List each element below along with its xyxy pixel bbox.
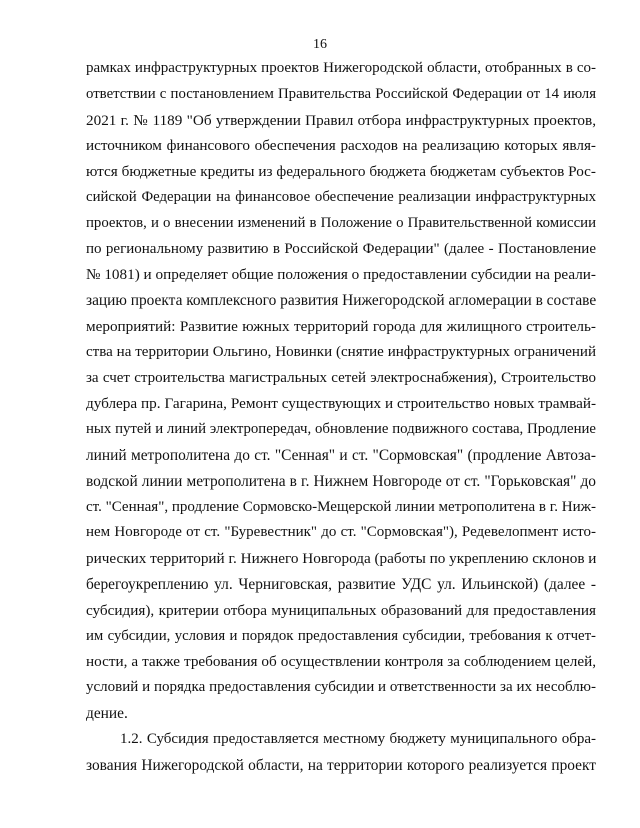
page-number: 16: [313, 37, 327, 52]
text-line: им субсидии, условия и порядок предоставления субсидии, требования к отчет-: [86, 627, 596, 644]
text-line: ответствии с постановлением Правительства Российской Федерации от 14 июля: [86, 85, 596, 102]
text-line: по региональному развитию в Российской Федерации" (далее - Постановление: [86, 240, 596, 257]
text-line: нем Новгороде от ст. "Буревестник" до ст. "Сормовская"), Редевелопмент исто-: [86, 524, 596, 541]
text-line: дублера пр. Гагарина, Ремонт существующих и строительство новых трамвай-: [86, 395, 596, 413]
text-line: сийской Федерации на финансовое обеспечение реализации инфраструктурных: [86, 188, 596, 205]
paragraph-end-line: дение.: [86, 704, 128, 722]
document-body: [86, 56, 596, 778]
text-line: ности, а также требования об осуществлении контроля за соблюдением целей,: [86, 653, 596, 671]
text-line: ных путей и линий электропередач, обновление подвижного состава, Продление: [86, 421, 596, 438]
section-paragraph-start: 1.2. Субсидия предоставляется местному бюджету муниципального обра-: [120, 730, 596, 747]
text-line: мероприятий: Развитие южных территорий города для жилищного строитель-: [86, 317, 596, 335]
text-line: за счет строительства магистральных сетей электроснабжения), Строительство: [86, 369, 596, 386]
text-line: зацию проекта комплексного развития Нижегородской агломерации в составе: [86, 292, 597, 310]
text-line: ются бюджетные кредиты из федерального бюджета бюджетам субъектов Рос-: [86, 163, 596, 181]
text-line: водской линии метрополитена в г. Нижнем Новгороде от ст. "Горьковская" до: [86, 472, 596, 490]
text-line: берегоукреплению ул. Черниговская, развитие УДС ул. Ильинской) (далее -: [86, 575, 596, 593]
text-line: субсидия), критерии отбора муниципальных образований для предоставления: [86, 601, 596, 619]
text-line: ства на территории Ольгино, Новинки (снятие инфраструктурных ограничений: [86, 343, 596, 360]
text-line: 2021 г. № 1189 "Об утверждении Правил отбора инфраструктурных проектов,: [86, 111, 596, 129]
text-line: рамках инфраструктурных проектов Нижегородской области, отобранных в со-: [86, 60, 596, 76]
text-line: рических территорий г. Нижнего Новгорода (работы по укреплению склонов и: [86, 550, 597, 568]
text-line: условий и порядка предоставления субсидии и ответственности за их несоблю-: [86, 679, 596, 696]
text-line: проектов, и о внесении изменений в Положение о Правительственной комиссии: [86, 214, 596, 231]
text-line: источником финансового обеспечения расходов на реализацию которых явля-: [86, 137, 596, 155]
text-line: № 1081) и определяет общие положения о предоставлении субсидии на реали-: [86, 266, 596, 284]
text-line: ст. "Сенная", продление Сормовско-Мещерской линии метрополитена в г. Ниж-: [86, 498, 596, 515]
text-line: зования Нижегородской области, на территории которого реализуется проект: [86, 756, 596, 774]
text-line: линий метрополитена до ст. "Сенная" и ст. "Сормовская" (продление Автоза-: [86, 446, 596, 464]
